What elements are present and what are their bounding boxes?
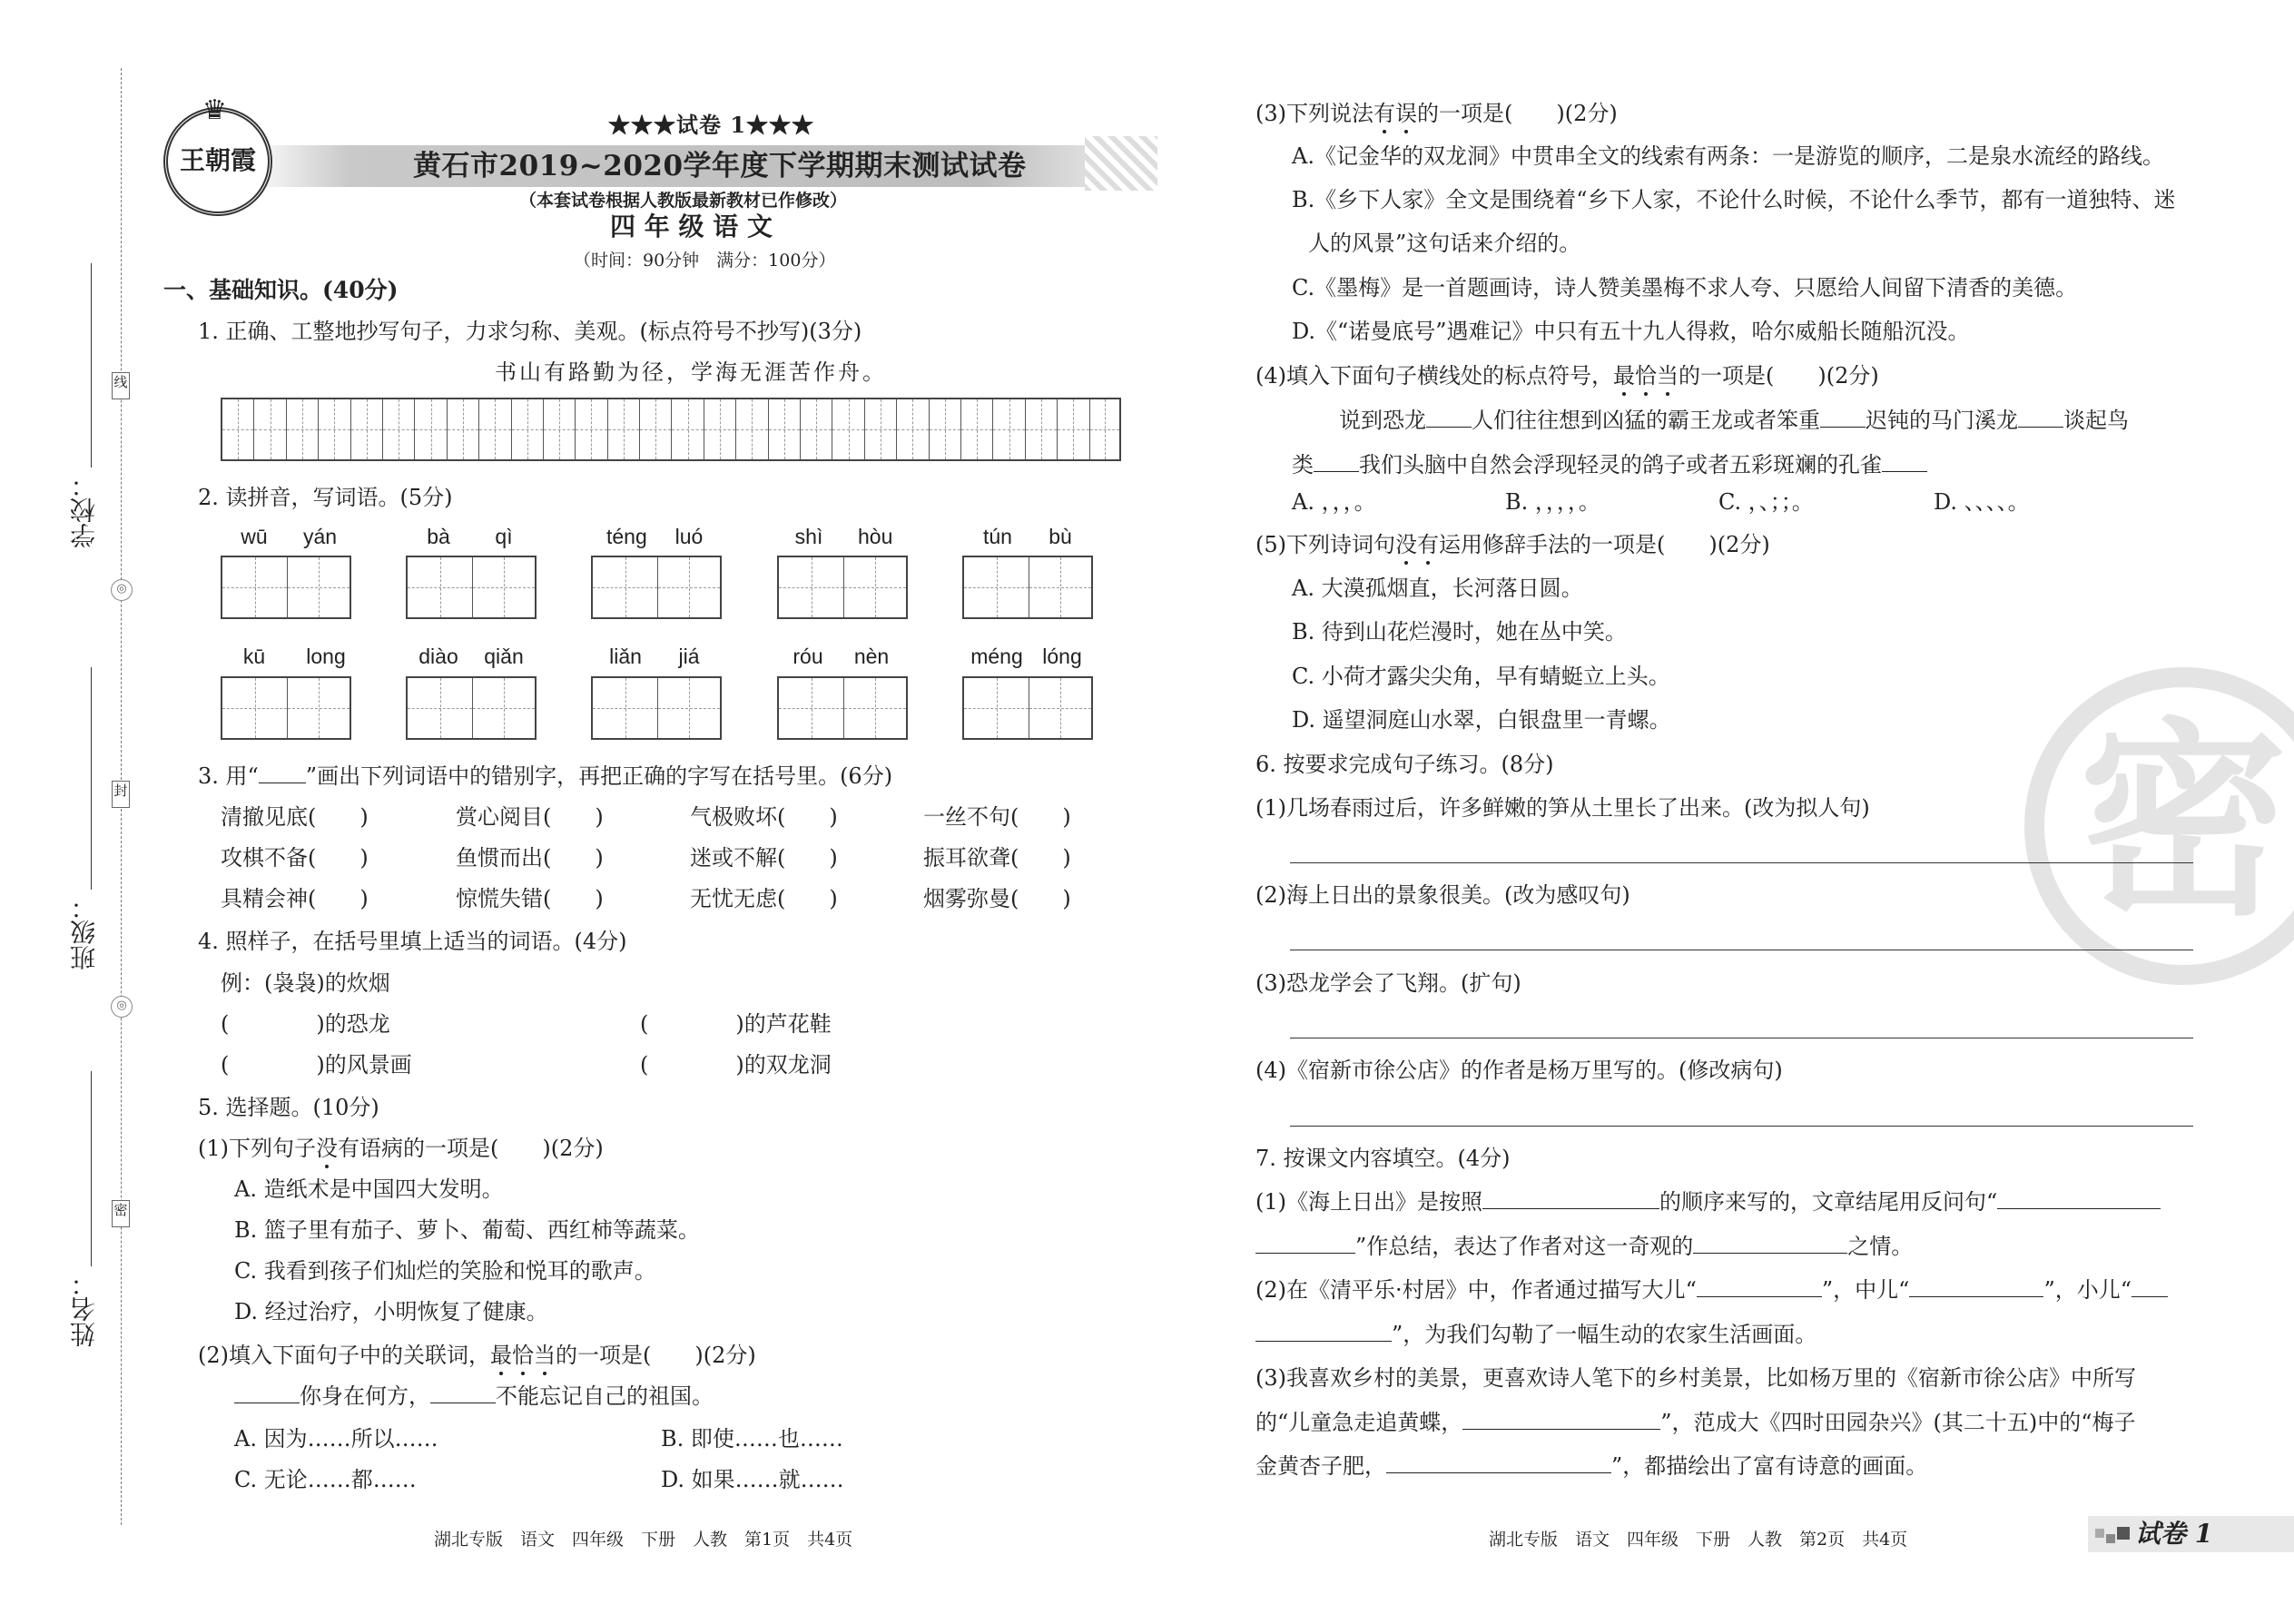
option: D. 遥望洞庭山水翠，白银盘里一青螺。 [1292, 707, 1671, 733]
sentence-task: (1)几场春雨过后，许多鲜嫩的笋从土里长了出来。(改为拟人句) [1255, 795, 1870, 821]
s-text: 说到恐龙 [1339, 408, 1426, 433]
s-text: ”，范成大《四时田园杂兴》(其二十五)中的“梅子 [1660, 1410, 2136, 1435]
pinyin-answer-grid[interactable] [406, 556, 537, 619]
subject-title: 四 年 级 语 文 [610, 212, 773, 241]
section-heading: 一、基础知识。(40分) [163, 277, 399, 303]
s-text: 迟钝的马门溪龙 [1866, 408, 2018, 433]
header-ribbon-tail [1085, 136, 1157, 191]
corner-squares-icon [2106, 1534, 2115, 1543]
blank[interactable] [1482, 1189, 1659, 1209]
pinyin-answer-grid[interactable] [777, 556, 908, 619]
edition-note: （本套试卷根据人教版最新教材已作修改） [519, 191, 848, 211]
blank[interactable] [1909, 1277, 2043, 1297]
fill-sentence [234, 1383, 714, 1410]
fill-item: ( )的风景画 [221, 1052, 412, 1078]
pinyin-label: shì [794, 525, 823, 548]
fill-item: ( )的恐龙 [221, 1011, 390, 1037]
emphasis-char: 恰 [512, 1343, 534, 1368]
fill-sentence [1255, 1276, 2168, 1304]
blank[interactable] [1693, 1234, 1847, 1254]
s-text: 之情。 [1847, 1234, 1914, 1259]
class-label: 班级： [69, 894, 99, 970]
blank[interactable] [1255, 1322, 1392, 1342]
s-text: ”，都描绘出了富有诗意的画面。 [1611, 1453, 1928, 1479]
page-title: 黄石市2019~2020学年度下学期期末测试试卷 [413, 150, 1027, 182]
example-text: 例：(袅袅)的炊烟 [221, 970, 390, 996]
s-text: 的顺序来写的，文章结尾用反问句“ [1659, 1189, 1998, 1215]
emphasis-char: 误 [1395, 101, 1417, 126]
emphasis-char: 最 [490, 1343, 512, 1368]
pinyin-label: tún [983, 525, 1012, 548]
page-footer: 湖北专版 语文 四年级 下册 人教 第1页 共4页 [434, 1530, 853, 1550]
emphasis-char: 有 [1417, 532, 1439, 557]
q-text: (2)填入下面句子中的关联词， [198, 1343, 490, 1368]
pinyin-answer-grid[interactable] [591, 556, 722, 619]
question-3-text: ”画出下列词语中的错别字，再把正确的字写在括号里。(6分) [305, 763, 893, 789]
option: A. 大漠孤烟直，长河落日圆。 [1292, 576, 1583, 601]
question-5-3 [1255, 100, 1618, 127]
blank[interactable] [1820, 408, 1866, 428]
blank[interactable] [1255, 1234, 1355, 1254]
blank[interactable] [1314, 452, 1359, 472]
pinyin-label: liǎn [609, 645, 642, 668]
q-text: 运用修辞手法的一项是( )(2分) [1439, 532, 1770, 557]
word-item: 迷或不解( ) [690, 845, 838, 871]
word-item: 具精会神( ) [221, 886, 369, 911]
page-footer: 湖北专版 语文 四年级 下册 人教 第2页 共4页 [1489, 1530, 1908, 1550]
binding-mark-seal: 封 [112, 781, 130, 808]
s-text: 类 [1292, 452, 1314, 477]
question-3 [198, 763, 892, 790]
blank[interactable] [1997, 1189, 2161, 1209]
fill-sentence [1339, 407, 2129, 434]
option: C. 我看到孩子们灿烂的笑脸和悦耳的歌声。 [234, 1258, 656, 1284]
option: C. ，、；；。 [1718, 489, 1814, 515]
pinyin-label: kū [242, 645, 266, 668]
pinyin-label: hòu [858, 525, 893, 548]
word-item: 振耳欲聋( ) [923, 845, 1071, 871]
q-text: 有语病的一项是( )(2分) [338, 1136, 604, 1161]
fill-sentence [1255, 1409, 2136, 1436]
option: A. 造纸术是中国四大发明。 [234, 1176, 504, 1202]
blank[interactable] [1462, 1410, 1660, 1430]
option: D. 经过治疗，小明恢复了健康。 [234, 1299, 548, 1324]
corner-label: 试卷 1 [2135, 1519, 2213, 1549]
pinyin-label: jiá [678, 645, 700, 668]
word-item: 惊慌失错( ) [456, 886, 604, 911]
question-7: 7. 按课文内容填空。(4分) [1255, 1146, 1511, 1171]
s-text: 的“儿童急走追黄蝶， [1255, 1410, 1463, 1435]
pinyin-label: róu [793, 645, 823, 668]
blank[interactable] [1882, 452, 1927, 472]
q-text: (5)下列诗词句 [1255, 532, 1395, 557]
option: B.《乡下人家》全文是围绕着“乡下人家，不论什么时候，不论什么季节，都有一道独特、迷 [1292, 187, 2176, 212]
s-text: 不能忘记自己的祖国。 [496, 1383, 714, 1409]
pinyin-label: bù [1049, 525, 1072, 548]
option: C.《墨梅》是一首题画诗，诗人赞美墨梅不求人夸、只愿给人间留下清香的美德。 [1292, 275, 2078, 300]
blank[interactable] [234, 1383, 300, 1403]
pinyin-answer-grid[interactable] [962, 556, 1093, 619]
s-text: ”，为我们勾勒了一幅生动的农家生活画面。 [1392, 1322, 1817, 1347]
pinyin-label: diào [418, 645, 458, 668]
q-text: (4)填入下面句子横线处的标点符号， [1255, 363, 1613, 389]
blank[interactable] [2018, 408, 2063, 428]
pinyin-label: yán [303, 525, 338, 548]
s-text: ”，中儿“ [1821, 1277, 1910, 1303]
question-5-2 [198, 1342, 756, 1369]
blank[interactable] [430, 1383, 496, 1403]
option: D. 如果……就…… [661, 1467, 844, 1492]
blank[interactable] [1697, 1277, 1822, 1297]
word-item: 鱼惯而出( ) [456, 845, 604, 871]
option: B. 即使……也…… [661, 1426, 843, 1452]
logo-text: 王朝霞 [179, 145, 256, 175]
s-text: 人们往往想到凶猛的霸王龙或者笨重 [1472, 408, 1820, 433]
pinyin-answer-grid[interactable] [406, 676, 537, 740]
sentence-task: (3)恐龙学会了飞翔。(扩句) [1255, 970, 1521, 996]
blank[interactable] [1426, 408, 1472, 428]
blank[interactable] [2132, 1277, 2168, 1297]
pinyin-answer-grid[interactable] [221, 556, 351, 619]
question-6: 6. 按要求完成句子练习。(8分) [1255, 752, 1554, 777]
exam-time: （时间：90分钟 满分：100分） [574, 251, 836, 271]
pinyin-label: luó [674, 525, 704, 548]
option: D.《“诺曼底号”遇难记》中只有五十九人得救，哈尔威船长随船沉没。 [1292, 319, 1970, 344]
question-3-text: 3. 用“ [198, 763, 259, 789]
fill-sentence [1255, 1321, 1816, 1348]
emphasis-char: 最 [1613, 363, 1635, 389]
pinyin-label: qì [495, 525, 513, 548]
option: 人的风景”这句话来介绍的。 [1308, 231, 1581, 256]
fill-item: ( )的双龙洞 [640, 1052, 832, 1078]
binding-hole-icon: ◎ [111, 996, 133, 1018]
fill-sentence [1292, 451, 1927, 478]
question-2: 2. 读拼音，写词语。(5分) [198, 485, 453, 510]
pinyin-label: wū [241, 525, 268, 548]
s-text: 你身在何方， [300, 1383, 430, 1409]
logo [163, 94, 272, 216]
option: B. 待到山花烂漫时，她在丛中笑。 [1292, 619, 1627, 645]
option: C. 无论……都…… [234, 1467, 417, 1492]
answer-line[interactable] [1290, 862, 2193, 863]
copy-writing-grid[interactable] [221, 398, 1121, 461]
q-text: 的一项是( )(2分) [1417, 101, 1618, 126]
pinyin-label: bà [427, 525, 450, 548]
word-item: 清撤见底( ) [221, 804, 369, 830]
s-text: 谈起鸟 [2063, 408, 2129, 433]
class-field[interactable] [91, 667, 92, 890]
pinyin-label: nèn [853, 645, 890, 668]
underline-sample [259, 763, 306, 783]
paper-badge: ★★★试卷 1★★★ [608, 112, 815, 138]
pinyin-answer-grid[interactable] [962, 676, 1093, 740]
s-text: ”作总结，表达了作者对这一奇观的 [1355, 1234, 1694, 1259]
emphasis-char: 没 [1395, 532, 1417, 557]
corner-squares-icon [2117, 1527, 2130, 1540]
word-item: 烟雾弥曼( ) [923, 886, 1071, 911]
pinyin-label: lóng [1042, 645, 1082, 668]
emphasis-char: 恰 [1635, 363, 1657, 389]
binding-hole-icon: ◎ [111, 579, 133, 601]
word-item: 无忧无虑( ) [690, 886, 838, 911]
option: B. 篮子里有茄子、萝卜、葡萄、西红柿等蔬菜。 [234, 1217, 700, 1243]
option: A. 因为……所以…… [234, 1426, 438, 1452]
fill-sentence [1255, 1188, 2161, 1216]
emphasis-char: 当 [534, 1343, 556, 1368]
secret-watermark: 密 [2024, 667, 2294, 985]
word-item: 气极败坏( ) [690, 804, 838, 830]
fill-sentence: (3)我喜欢乡村的美景，更喜欢诗人笔下的乡村美景，比如杨万里的《宿新市徐公店》中所写 [1255, 1365, 2136, 1391]
school-field[interactable] [91, 263, 92, 468]
pinyin-label: méng [970, 645, 1023, 668]
s-text: 金黄杏子肥， [1255, 1453, 1386, 1479]
option: C. 小荷才露尖尖角，早有蜻蜓立上头。 [1292, 664, 1670, 689]
name-field[interactable] [91, 1071, 92, 1266]
fill-item: ( )的芦花鞋 [640, 1011, 832, 1037]
question-5-5 [1255, 531, 1770, 558]
name-label: 姓名： [69, 1271, 99, 1347]
s-text: (2)在《清平乐·村居》中，作者通过描写大儿“ [1255, 1277, 1697, 1303]
q-text: 的一项是( )(2分) [1679, 363, 1879, 389]
sentence-task: (4)《宿新市徐公店》的作者是杨万里写的。(修改病句) [1255, 1058, 1783, 1083]
emphasis-char: 没 [316, 1136, 338, 1161]
emphasis-char: 有 [1373, 101, 1395, 126]
pinyin-answer-grid[interactable] [591, 676, 722, 740]
question-5-4 [1255, 362, 1879, 389]
binding-mark-secret: 密 [112, 1200, 130, 1227]
blank[interactable] [1386, 1453, 1611, 1473]
question-4: 4. 照样子，在括号里填上适当的词语。(4分) [198, 929, 627, 954]
copy-sentence: 书山有路勤为径，学海无涯苦作舟。 [495, 359, 887, 385]
emphasis-char: 当 [1657, 363, 1679, 389]
pinyin-answer-grid[interactable] [221, 676, 351, 740]
answer-line[interactable] [1290, 1126, 2193, 1127]
corner-squares-icon [2095, 1529, 2104, 1538]
pinyin-label: long [306, 645, 346, 668]
option: B. ，，，，。 [1505, 489, 1600, 515]
s-text: ”，小儿“ [2043, 1277, 2132, 1303]
word-item: 赏心阅目( ) [456, 804, 604, 830]
question-1: 1. 正确、工整地抄写句子，力求匀称、美观。(标点符号不抄写)(3分) [198, 319, 862, 344]
pinyin-label: qiǎn [484, 645, 524, 668]
question-5: 5. 选择题。(10分) [198, 1095, 379, 1120]
pinyin-answer-grid[interactable] [777, 676, 908, 740]
pinyin-label: téng [606, 525, 647, 548]
logo-crown-icon: ♛ [202, 94, 227, 126]
question-5-1 [198, 1135, 604, 1162]
q-text: 的一项是( )(2分) [556, 1343, 756, 1368]
s-text: (1)《海上日出》是按照 [1255, 1189, 1482, 1215]
option: D. 、、、、。 [1934, 489, 2030, 515]
q-text: (1)下列句子 [198, 1136, 316, 1161]
sentence-task: (2)海上日出的景象很美。(改为感叹句) [1255, 882, 1630, 908]
option: A.《记金华的双龙洞》中贯串全文的线索有两条：一是游览的顺序，二是泉水流经的路线。 [1292, 143, 2164, 169]
q-text: (3)下列说法 [1255, 101, 1373, 126]
fill-sentence [1255, 1452, 1927, 1480]
school-label: 学校： [69, 472, 99, 548]
s-text: 我们头脑中自然会浮现轻灵的鸽子或者五彩斑斓的孔雀 [1359, 452, 1882, 477]
word-item: 一丝不句( ) [923, 804, 1071, 830]
word-item: 攻棋不备( ) [221, 845, 369, 871]
fill-sentence [1255, 1233, 1913, 1260]
binding-mark-line: 线 [112, 372, 130, 399]
option: A. ，，，。 [1292, 489, 1376, 515]
